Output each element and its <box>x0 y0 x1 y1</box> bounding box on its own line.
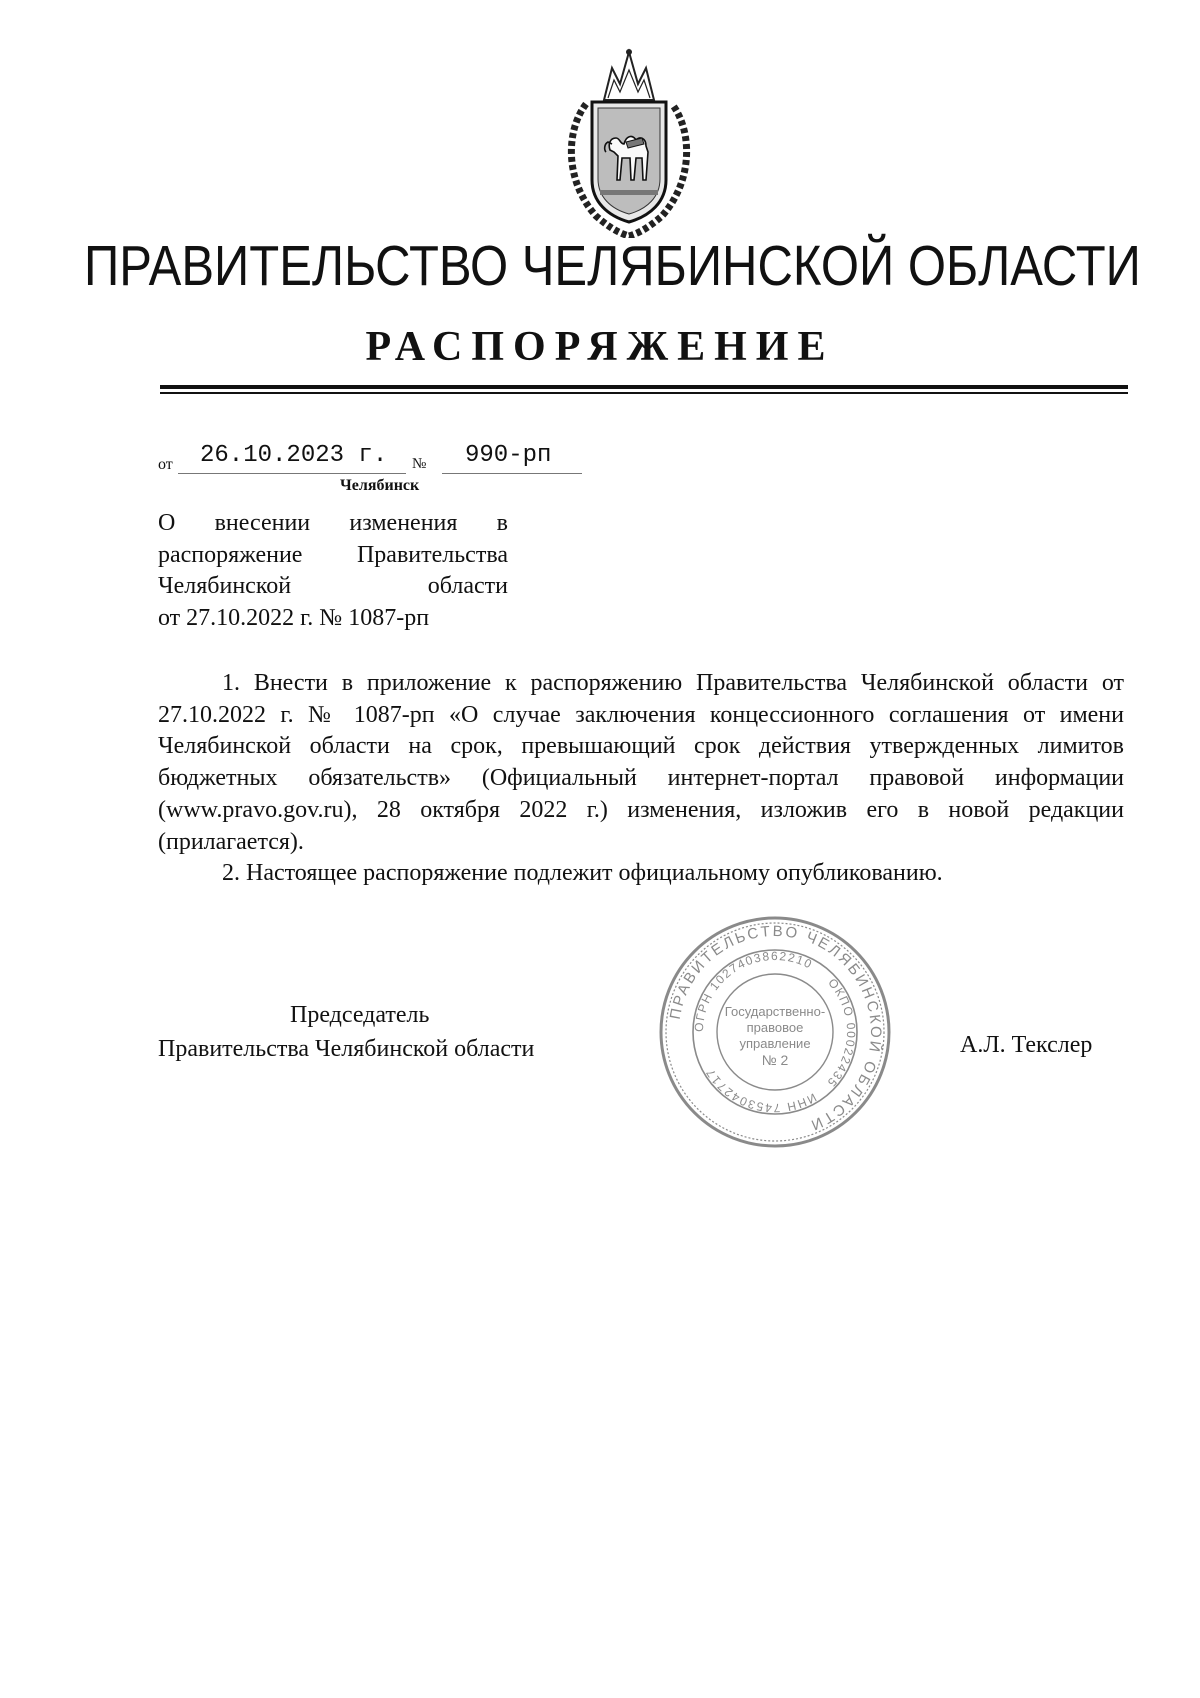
organization-title: ПРАВИТЕЛЬСТВО ЧЕЛЯБИНСКОЙ ОБЛАСТИ <box>84 234 1141 298</box>
document-requisites <box>0 440 1200 500</box>
document-type-heading: РАСПОРЯЖЕНИЕ <box>365 324 835 370</box>
date-prefix: от <box>158 456 173 473</box>
number-prefix: № <box>412 456 427 472</box>
header-rule-thin <box>160 392 1128 394</box>
seal-outer-text: ПРАВИТЕЛЬСТВО ЧЕЛЯБИНСКОЙ ОБЛАСТИ <box>666 922 885 1135</box>
seal-inner-line: правовое <box>746 1020 804 1035</box>
subject-line: от 27.10.2022 г. № 1087-рп <box>158 604 430 631</box>
signatory-position-line: Правительства Челябинской области <box>158 1036 535 1062</box>
seal-okpo-text: ОКПО 00022435 <box>823 975 859 1091</box>
seal-ogrn-text: ОГРН 1027403862210 <box>691 948 816 1033</box>
signatory-position <box>158 998 608 1066</box>
document-city: Челябинск <box>340 477 420 494</box>
document-number: 990-рп <box>465 442 552 469</box>
coat-of-arms-icon <box>560 40 698 238</box>
seal-inn-text: ИНН 7453042717 <box>702 1065 819 1116</box>
document-body <box>158 668 1124 890</box>
seal-inner-line: № 2 <box>761 1052 789 1068</box>
document-date: 26.10.2023 г. <box>200 442 388 469</box>
document-subject <box>158 508 508 634</box>
seal-inner-line: Государственно- <box>724 1004 826 1019</box>
subject-line: Челябинской области <box>158 573 508 599</box>
signatory-name: А.Л. Текслер <box>960 1032 1093 1058</box>
body-paragraph: 2. Настоящее распоряжение подлежит официальному опубликованию. <box>222 860 943 887</box>
svg-text:ОКПО 00022435 <box>824 976 858 1091</box>
svg-text:ИНН 7453042717 <box>703 1065 819 1115</box>
official-seal-stamp <box>655 912 895 1152</box>
date-underline <box>178 473 406 474</box>
number-underline <box>442 473 582 474</box>
signatory-position-line: Председатель <box>290 1002 430 1028</box>
body-paragraph: 1. Внести в приложение к распоряжению Правительства Челябинской области от 27.10.2022 г. № 1087-рп «О случае заключения концессионного соглашения от имени Челябинской области на срок, превышающий срок действия утвержденных лимитов бюджетных обязательств» (Официальный интернет-портал правовой информации (www.pravo.gov.ru), 28 октября 2022 г.) изменения, изложив его в новой редакции (прилагается). <box>158 670 1124 855</box>
header-rule-thick <box>160 385 1128 389</box>
seal-inner-line: управление <box>739 1036 811 1051</box>
subject-line: О внесении изменения в <box>158 510 508 536</box>
subject-line: распоряжение Правительства <box>158 541 508 568</box>
